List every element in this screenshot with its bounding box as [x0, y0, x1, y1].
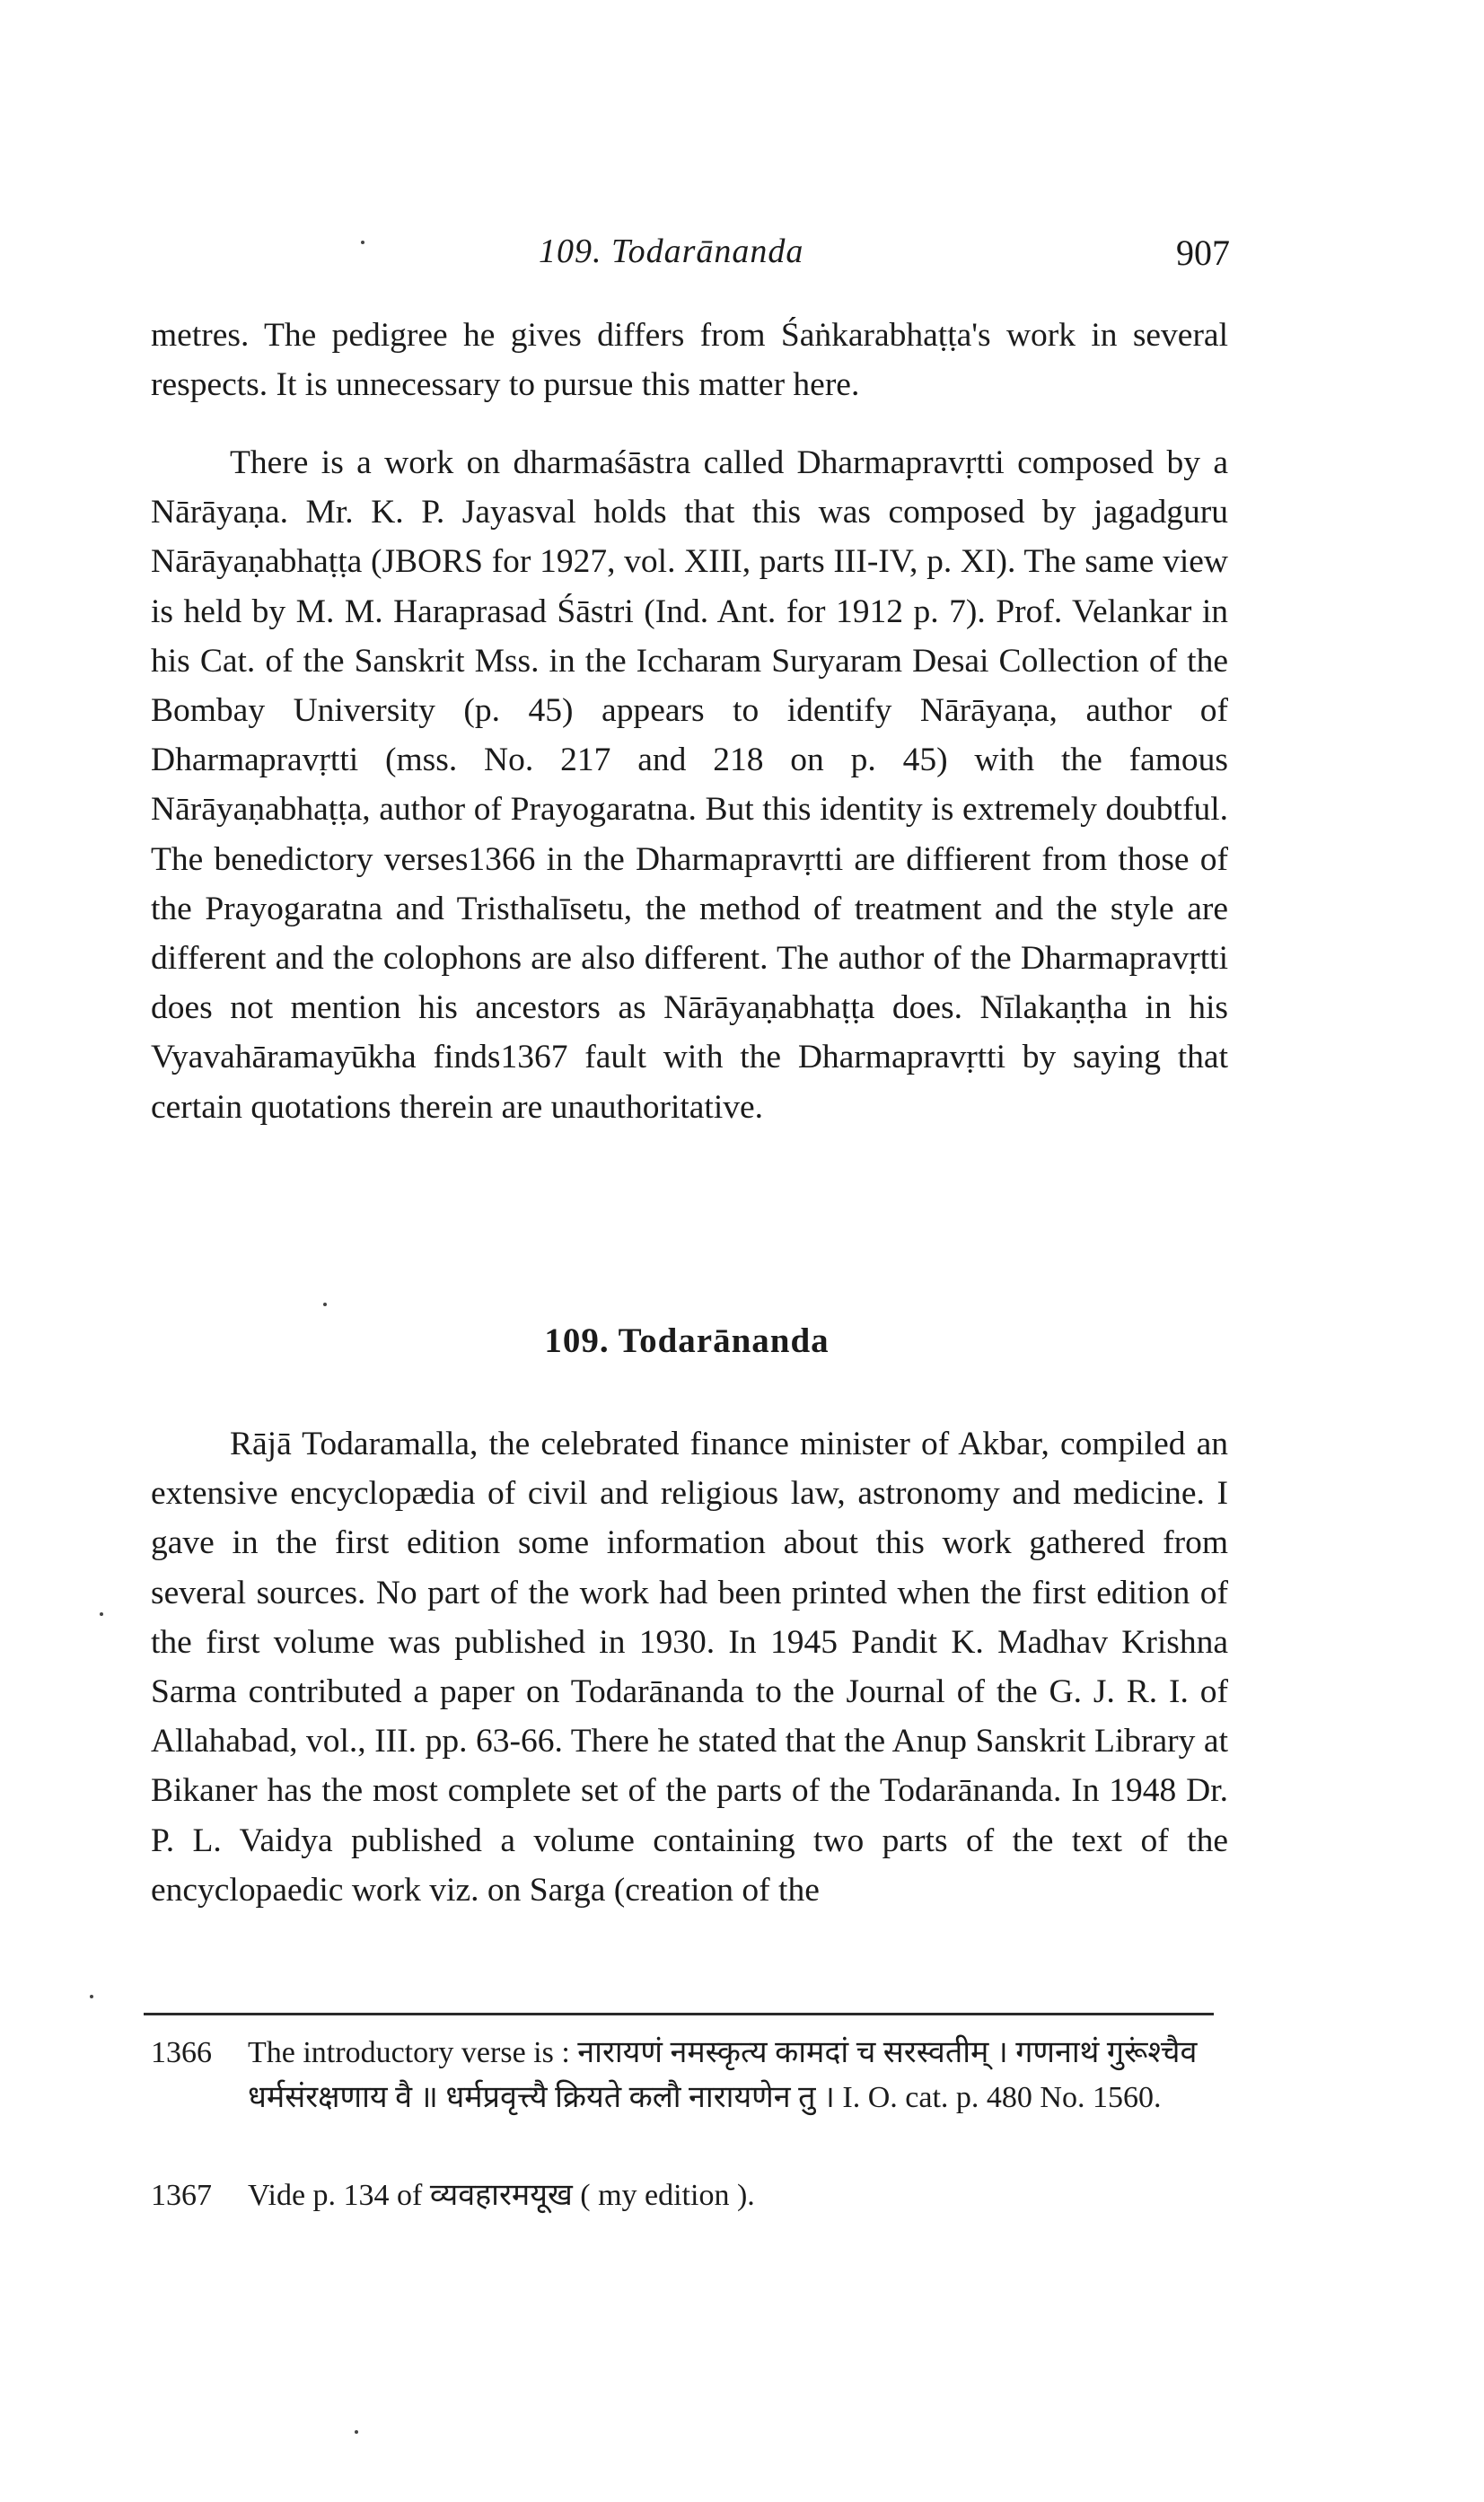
footnote-1366 [151, 2031, 1228, 2120]
footnote-1367 [151, 2173, 1228, 2218]
paragraph-continuation: metres. The pedigree he gives differs from Śaṅkarabhaṭṭa's work in several respects. It is unnecessary to pursue this matter here. [151, 317, 1228, 404]
section-heading: 109. Todarānanda [544, 1321, 830, 1360]
running-title: 109. Todarānanda [539, 233, 804, 270]
footnote-divider [144, 2013, 1214, 2015]
paragraph-todarananda: Rājā Todaramalla, the celebrated finance minister of Akbar, compiled an extensive encyclopædia of civil and religious law, astronomy and medicine. I gave in the first edition some information about this work gathered from several sources. No part of the work had been printed when the first edition of the first volume was published in 1930. In 1945 Pandit K. Madhav Krishna Sarma contributed a paper on Todarānanda to the Journal of the G. J. R. I. of Allahabad, vol., III. pp. 63-66. There he stated that the Anup Sanskrit Library at Bikaner has the most complete set of the parts of the Todarānanda. In 1948 Dr. P. L. Vaidya published a volume containing two parts of the text of the encyclopaedic work viz. on Sarga (creation of the [151, 1426, 1228, 1909]
footnote-text: The introductory verse is : नारायणं नमस्कृत्य कामदां च सरस्वतीम् । गणनाथं गुरूंश्चैव धर्मसंरक्षणाय वै ॥ धर्मप्रवृत्त्यै क्रियते कलौ नारायणेन तु । I. O. cat. p. 480 No. 1560. [248, 2036, 1198, 2114]
scan-speck [100, 1612, 103, 1616]
footnote-number: 1367 [151, 2179, 212, 2212]
scan-speck [355, 2430, 358, 2434]
footnote-text: Vide p. 134 of व्यवहारमयूख ( my edition ). [248, 2179, 755, 2212]
page-number: 907 [1176, 233, 1230, 273]
scan-speck [323, 1303, 327, 1306]
scan-speck [90, 1995, 93, 1998]
footnote-number: 1366 [151, 2036, 212, 2069]
scan-speck [361, 241, 364, 244]
paragraph-dharmapravrtti: There is a work on dharmaśāstra called Dharmapravṛtti composed by a Nārāyaṇa. Mr. K. P. Jayasval holds that this was composed by jagadguru Nārāyaṇabhaṭṭa (JBORS for 1927, vol. XIII, parts III-IV, p. XI). The same view is held by M. M. Haraprasad Śāstri (Ind. Ant. for 1912 p. 7). Prof. Velankar in his Cat. of the Sanskrit Mss. in the Iccharam Suryaram Desai Collection of the Bombay University (p. 45) appears to identify Nārāyaṇa, author of Dharmapravṛtti (mss. No. 217 and 218 on p. 45) with the famous Nārāyaṇabhaṭṭa, author of Prayogaratna. But this identity is extremely doubtful. The benedictory verses1366 in the Dharmapravṛtti are diffierent from those of the Prayogaratna and Tristhalīsetu, the method of treatment and the style are different and the colophons are also different. The author of the Dharmapravṛtti does not mention his ancestors as Nārāyaṇabhaṭṭa does. Nīlakaṇṭha in his Vyavahāramayūkha finds1367 fault with the Dharmapravṛtti by saying that certain quotations therein are unauthoritative. [151, 444, 1228, 1126]
